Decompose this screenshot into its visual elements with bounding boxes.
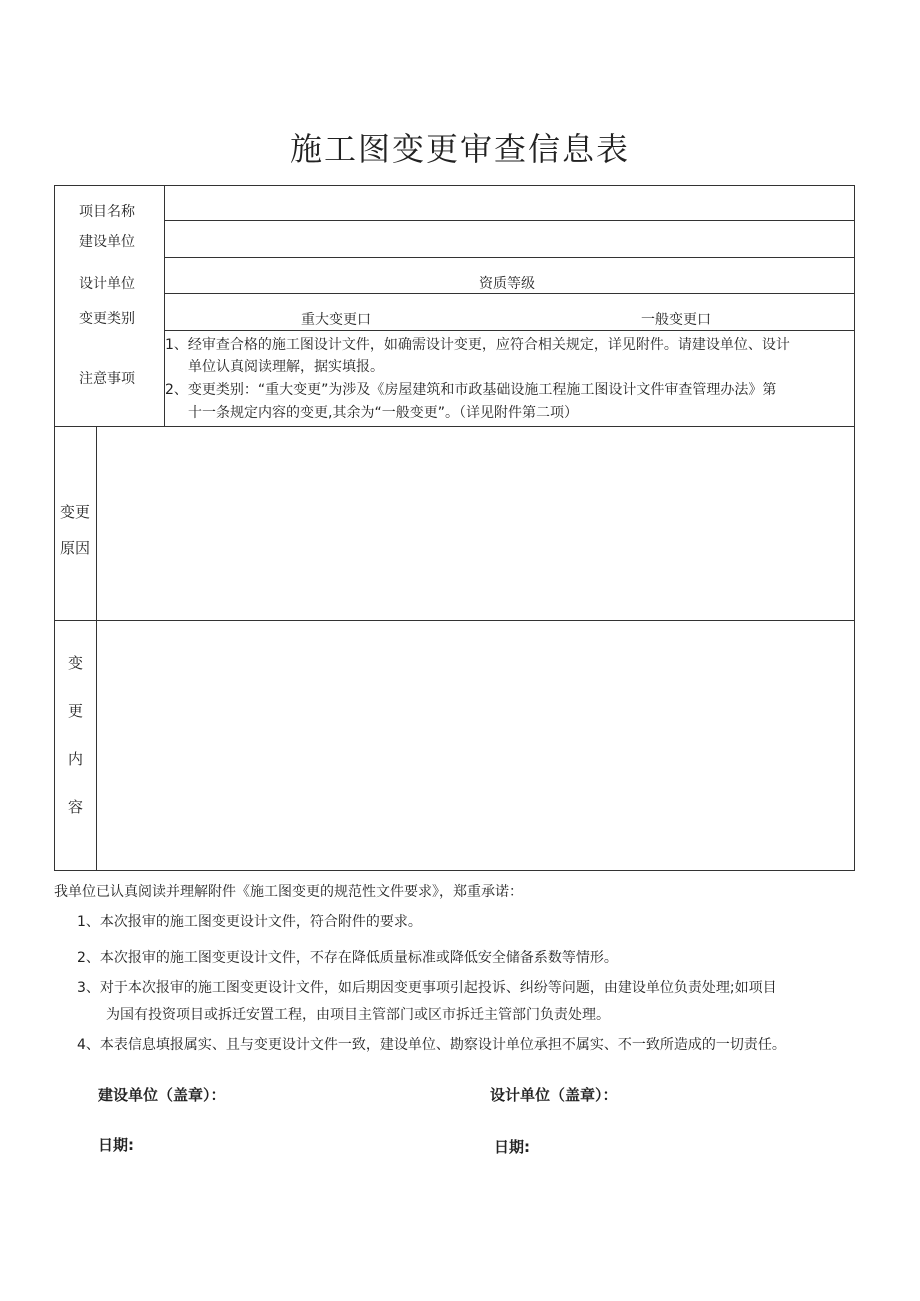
content-label-char: 内 [68, 750, 84, 768]
change-type-label: 变更类别 [79, 311, 135, 327]
declaration-intro: 我单位已认真阅读并理解附件《施工图变更的规范性文件要求》，郑重承诺： [54, 884, 523, 900]
note-line: 1、经审查合格的施工图设计文件，如确需设计变更，应符合相关规定，详见附件。请建设单位、设计 [165, 337, 790, 353]
declaration-item: 为国有投资项目或拆迁安置工程，由项目主管部门或区市拆迁主管部门负责处理。 [106, 1007, 610, 1023]
declaration-item: 3、对于本次报审的施工图变更设计文件，如后期因变更事项引起投诉、纠纷等问题，由建设单位负责处理;如项目 [77, 980, 777, 996]
designer-seal-label: 设计单位（盖章）： [490, 1086, 618, 1104]
date-label: 日期: [98, 1136, 134, 1154]
change-review-form [54, 185, 855, 871]
major-change-checkbox[interactable]: 重大变更口 [301, 312, 371, 328]
reason-label: 原因 [60, 539, 91, 557]
project-name-field[interactable] [165, 186, 855, 220]
qualification-label: 资质等级 [479, 276, 535, 292]
reason-label: 变更 [60, 503, 91, 521]
builder-label: 建设单位 [79, 234, 135, 250]
content-label-char: 变 [68, 654, 84, 672]
note-line: 单位认真阅读理解，据实填报。 [188, 359, 384, 375]
builder-field[interactable] [165, 221, 855, 257]
notes-label: 注意事项 [79, 371, 135, 387]
general-change-checkbox[interactable]: 一般变更口 [641, 312, 711, 328]
project-name-label: 项目名称 [79, 204, 135, 220]
designer-label: 设计单位 [79, 276, 135, 292]
builder-seal-label: 建设单位（盖章）： [98, 1086, 226, 1104]
note-line: 2、变更类别：“重大变更”为涉及《房屋建筑和市政基础设施工程施工图设计文件审查管理办法》第 [165, 382, 777, 398]
content-label-char: 容 [68, 798, 84, 816]
declaration-item: 1、本次报审的施工图变更设计文件，符合附件的要求。 [77, 914, 422, 930]
change-content-field[interactable] [97, 621, 855, 871]
divider [164, 330, 855, 331]
change-reason-field[interactable] [97, 427, 855, 620]
date-label: 日期: [494, 1138, 530, 1156]
page-title: 施工图变更审查信息表 [289, 130, 630, 168]
content-label-char: 更 [68, 702, 84, 720]
divider [164, 293, 855, 294]
note-line: 十一条规定内容的变更,其余为“一般变更”。（详见附件第二项） [188, 405, 578, 421]
declaration-item: 4、本表信息填报属实、且与变更设计文件一致，建设单位、勘察设计单位承担不属实、不一致所造成的一切责任。 [77, 1037, 786, 1053]
declaration-item: 2、本次报审的施工图变更设计文件，不存在降低质量标准或降低安全储备系数等情形。 [77, 950, 618, 966]
